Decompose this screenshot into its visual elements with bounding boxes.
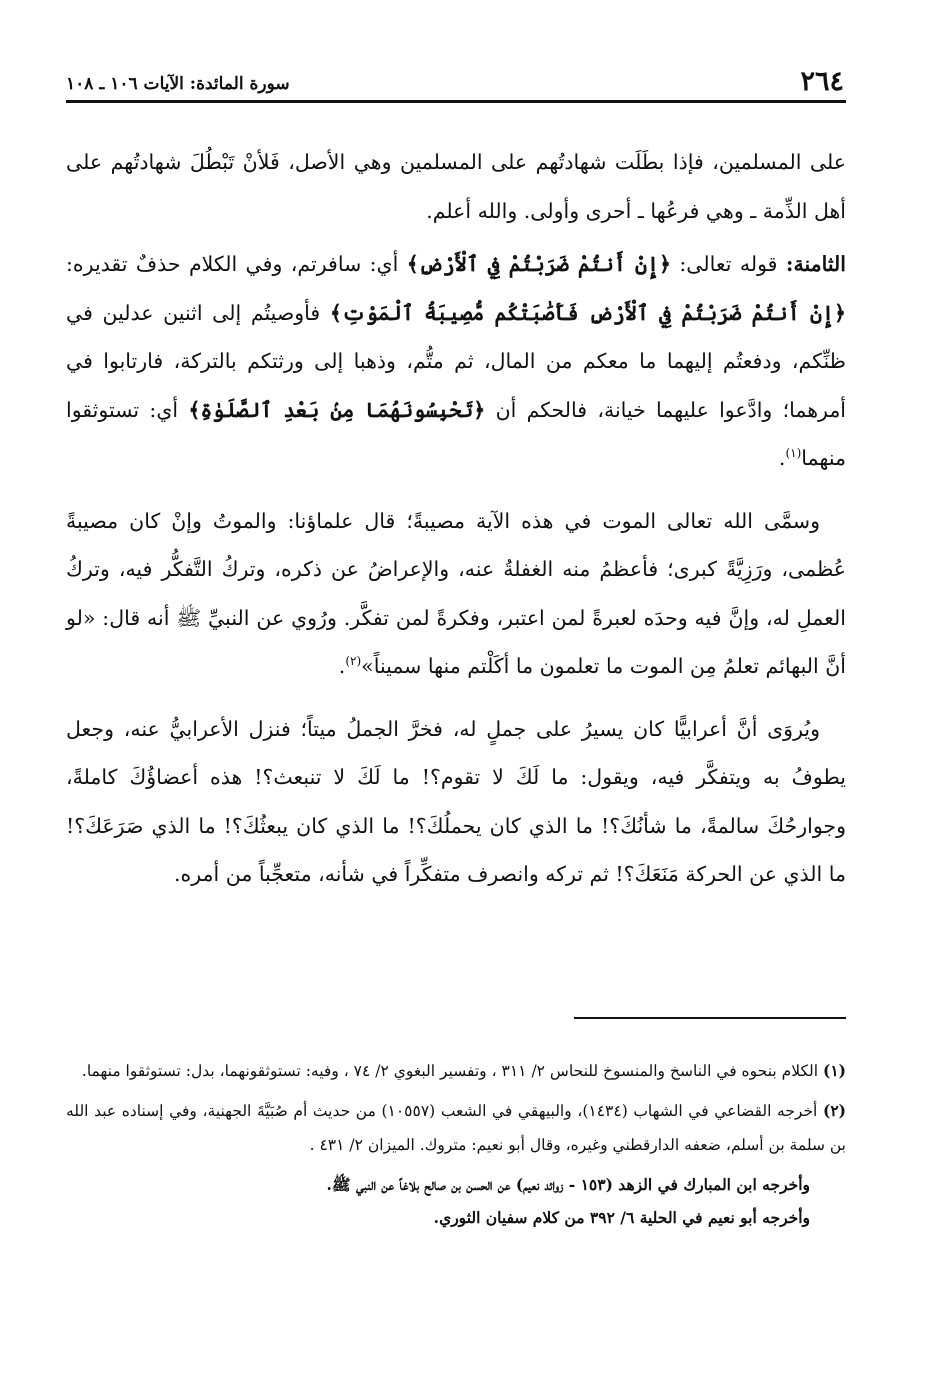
section-lead: الثامنة: (785, 252, 846, 276)
running-head: سورة المائدة: الآيات ١٠٦ ـ ١٠٨ (66, 74, 290, 94)
text-run: . (778, 446, 786, 470)
footnote-ref[interactable]: (١) (785, 446, 802, 461)
footnotes (66, 1054, 846, 1234)
main-text (66, 138, 846, 904)
footnote-1 (66, 1054, 846, 1088)
paragraph-4: ويُروَى أنَّ أعرابيًّا كان يسيرُ على جملٍ له، فخرَّ الجملُ ميتاً؛ فنزل الأعرابيُّ عنه، وجعل يطوفُ به ويتفكَّر فيه، ويقول: ما لَكَ لا تقوم؟! ما لَكَ لا تنبعث؟! هذه أعضاؤُكَ كاملةً، وجوارحُكَ سالمةً، ما شأنُكَ؟! ما الذي كان يحملُكَ؟! ما الذي كان يبعثُكَ؟! ما الذي صَرَعَكَ؟! ما الذي عن الحركة مَنَعَكَ؟! ثم تركه وانصرف متفكِّراً في شأنه، متعجِّباً من أمره. (66, 716, 846, 886)
text-run: فأوصيتُم إلى اثنين عدلين في ظنِّكم، ودفعتُم إليهما ما معكم من المال، ثم متُّم، وذهبا إلى ورثتكم بالتركة، فارتابوا في أمرهما؛ وادَّعوا عليهما خيانة، فالحكم أن (66, 300, 847, 422)
text-run: وسمَّى الله تعالى الموت في هذه الآية مصيبةً؛ قال علماؤنا: والموتُ وإنْ كان مصيبةً عُظمى، ورَزِيَّةً كبرى؛ فأعظمُ منه الغفلةُ عنه، والإعراضُ عن ذكره، وتركُ التَّفكُّر فيه، وتركُ العملِ له، وإنَّ فيه وحدَه لعبرةً لمن اعتبر، وفكرةً لمن تفكَّر. ورُوي عن النبيِّ ﷺ أنه قال: «لو أنَّ البهائم تعلمُ مِن الموت ما تعلمون ما أكَلْتم منها سميناً» (66, 508, 846, 678)
footnote-number: (١) (822, 1061, 846, 1080)
footnote-text: الكلام بنحوه في الناسخ والمنسوخ للنحاس ٢/ ٣١١ ، وتفسير البغوي ٢/ ٧٤ ، وفيه: تستوثقونهما، بدل: تستوثقوا منهما. (81, 1062, 823, 1080)
paragraph-2 (66, 240, 846, 483)
footnote-ref[interactable]: (٢) (345, 654, 362, 669)
footnote-2-extra: وأخرجه ابن المبارك في الزهد (١٥٣ - زوائد نعيم) عن الحسن بن صالح بلاغاً عن النبي ﷺ. (326, 1175, 810, 1194)
footnote-number: (٢) (822, 1101, 846, 1120)
quran-quote: ﴿تَحْبِسُونَهُمَا مِنۢ بَعْدِ ٱلصَّلَوٰةِ﴾ (188, 397, 486, 422)
page-number: ٢٦٤ (800, 66, 844, 97)
quran-quote: ﴿إِنْ أَنتُمْ ضَرَبْتُمْ فِي ٱلْأَرْضِ فَأَصَٰبَتْكُم مُّصِيبَةُ ٱلْمَوْتِ﴾ (329, 300, 846, 325)
text-run: . (338, 654, 346, 678)
footnote-2 (66, 1094, 846, 1162)
footnote-2-extra: وأخرجه أبو نعيم في الحلية ٦/ ٣٩٢ من كلام سفيان الثوري. (433, 1208, 810, 1227)
footnote-text: أخرجه القضاعي في الشهاب (١٤٣٤)، والبيهقي في الشعب (١٠٥٥٧) من حديث أم صُبَيَّةَ الجهنية، وفي إسناده عبد الله بن سلمة بن أسلم، ضعفه الدارقطني وغيره، وقال أبو نعيم: متروك. الميزان ٢/ ٤٣١ . (66, 1102, 846, 1154)
quran-quote: ﴿إِنْ أَنتُمْ ضَرَبْتُمْ فِي ٱلْأَرْضِ﴾ (406, 252, 671, 276)
page-header (66, 66, 846, 103)
footnote-divider (574, 1017, 846, 1019)
paragraph-3 (66, 497, 846, 691)
text-run: أي: سافرتم، وفي الكلام حذفٌ تقديره: (66, 252, 407, 276)
text-run: قوله تعالى: (670, 252, 786, 276)
text-run: أي: تستوثقوا منهما (66, 397, 846, 470)
paragraph-1: على المسلمين، فإذا بطَلَت شهادتُهم على المسلمين وهي الأصل، فَلأنْ تَبْطُلَ شهادتُهم على أهل الذِّمة ـ وهي فرعُها ـ أحرى وأولى. والله أعلم. (66, 150, 846, 223)
